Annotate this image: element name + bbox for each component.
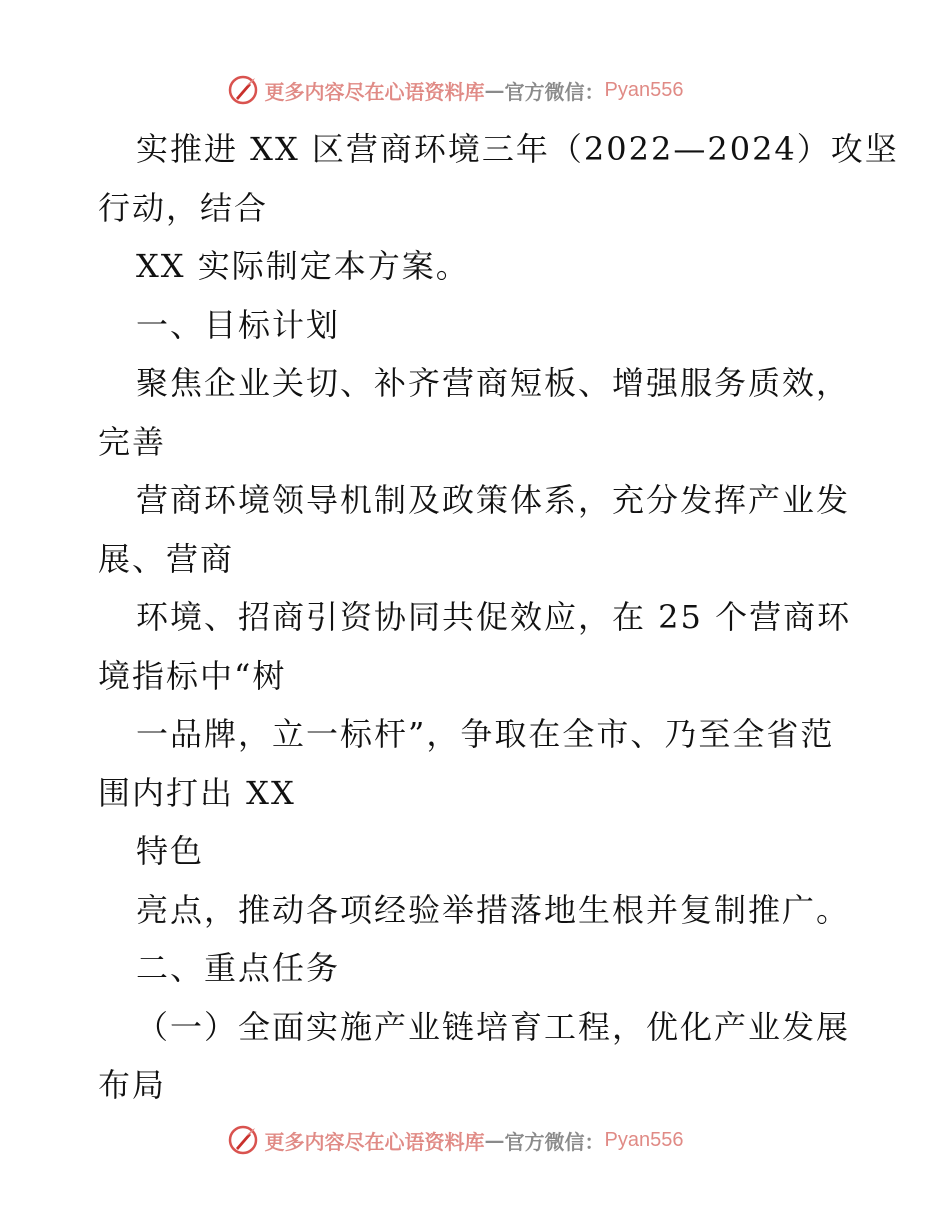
quill-pen-logo-icon bbox=[227, 74, 259, 106]
text-line: XX 实际制定本方案。 bbox=[136, 247, 470, 285]
text-line: 特色 bbox=[136, 832, 205, 870]
text-line: 营商环境领导机制及政策体系，充分发挥产业发 bbox=[136, 481, 851, 519]
section-heading: 二、重点任务 bbox=[136, 949, 341, 987]
text-line: 行动，结合 bbox=[98, 188, 269, 227]
text-line: 实推进 XX 区营商环境三年（2022—2024）攻坚 bbox=[136, 130, 899, 168]
quill-pen-logo-icon bbox=[227, 1124, 259, 1156]
document-body bbox=[98, 120, 899, 1115]
watermark-label: 官方微信： bbox=[504, 1129, 605, 1154]
watermark-dash: — bbox=[484, 78, 505, 102]
watermark-account: Pyan556 bbox=[604, 78, 684, 101]
watermark-dash: — bbox=[484, 1128, 505, 1152]
text-line: 展、营商 bbox=[98, 539, 235, 578]
subsection-heading: （一）全面实施产业链培育工程，优化产业发展 bbox=[136, 1007, 851, 1046]
section-heading: 一、目标计划 bbox=[136, 305, 341, 344]
text-line: 境指标中“树 bbox=[98, 656, 287, 695]
watermark-label: 官方微信： bbox=[504, 79, 605, 104]
watermark-site-text: 更多内容尽在心语资料库 bbox=[264, 1129, 485, 1154]
text-line: 完善 bbox=[98, 422, 167, 461]
text-line: 环境、招商引资协同共促效应，在 25 个营商环 bbox=[136, 598, 852, 636]
watermark-site-text: 更多内容尽在心语资料库 bbox=[264, 79, 485, 104]
text-line: 布局 bbox=[98, 1066, 167, 1104]
footer-watermark bbox=[0, 1122, 950, 1158]
text-line: 围内打出 XX bbox=[98, 773, 296, 812]
header-watermark bbox=[0, 72, 950, 108]
text-line: 一品牌，立一标杆”，争取在全市、乃至全省范 bbox=[136, 715, 835, 753]
text-line: 聚焦企业关切、补齐营商短板、增强服务质效， bbox=[136, 364, 851, 402]
text-line: 亮点，推动各项经验举措落地生根并复制推广。 bbox=[136, 890, 851, 929]
watermark-account: Pyan556 bbox=[604, 1128, 684, 1151]
